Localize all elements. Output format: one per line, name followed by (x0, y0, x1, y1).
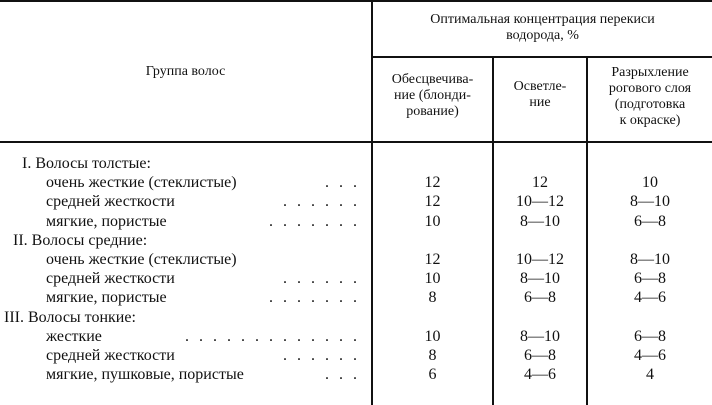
group-heading: I. Волосы толстые: (22, 155, 151, 172)
concentration-value: 8—10 (520, 270, 560, 288)
group-heading: II. Волосы средние: (13, 231, 148, 249)
top-rule (0, 0, 712, 2)
concentration-value: 4—6 (634, 289, 666, 307)
concentration-value: 12 (424, 193, 441, 211)
concentration-value: 8 (428, 347, 437, 364)
concentration-value: 12 (532, 174, 548, 192)
concentration-value: 8—10 (630, 193, 670, 211)
group-column-header: Группа волос (145, 64, 226, 79)
lightening-header-line: ние (529, 95, 551, 110)
concentration-value: 12 (424, 251, 441, 268)
leader-dots: . . . . . . . . . . . . . (185, 327, 360, 345)
table-row (0, 269, 712, 288)
table-row (0, 365, 712, 384)
concentration-value: 4—6 (634, 347, 666, 364)
concentration-value: 4—6 (524, 366, 556, 384)
concentration-value: 10 (642, 174, 658, 192)
bleaching-column-header (373, 72, 492, 120)
bleaching-header-line: Обесцвечива- (391, 72, 474, 87)
lightening-column-header (494, 79, 586, 111)
concentration-header (373, 12, 712, 44)
loosening-header-line: Разрыхление (611, 65, 689, 80)
table-row (0, 173, 712, 192)
concentration-value: 10 (424, 327, 441, 345)
table-row (0, 327, 712, 346)
leader-dots: . . . . . . . (269, 289, 360, 307)
subheader-rule (373, 56, 712, 58)
concentration-value: 10 (424, 212, 441, 230)
table-row (0, 192, 712, 211)
bleaching-header-line: рование) (406, 104, 459, 119)
table-row (0, 288, 712, 307)
hair-type-label: мягкие, пушковые, пористые (46, 366, 244, 384)
concentration-value: 10 (424, 270, 441, 288)
hair-type-label: очень жесткие (стеклистые) (46, 251, 237, 268)
hair-type-label: средней жесткости (46, 347, 175, 364)
hair-type-label: жесткие (46, 327, 102, 345)
concentration-value: 6—8 (634, 327, 666, 345)
loosening-header-line: (подготовка (614, 97, 686, 112)
hair-type-label: очень жесткие (стеклистые) (46, 174, 237, 192)
group-heading-row (0, 231, 712, 250)
concentration-value: 6—8 (524, 347, 556, 364)
leader-dots: . . . (325, 174, 360, 192)
leader-dots: . . . . . . (283, 193, 360, 211)
concentration-value: 6—8 (634, 212, 666, 230)
table-row (0, 212, 712, 231)
group-heading-row (0, 154, 712, 173)
concentration-value: 6 (428, 366, 437, 384)
concentration-value: 4 (646, 366, 654, 384)
leader-dots: . . . (325, 366, 360, 384)
lightening-header-line: Осветле- (513, 79, 567, 94)
concentration-value: 12 (424, 174, 441, 192)
header-rule (0, 141, 712, 143)
table-row (0, 250, 712, 269)
hair-type-label: средней жесткости (46, 193, 175, 211)
hair-type-label: мягкие, пористые (46, 212, 167, 230)
concentration-value: 10—12 (516, 193, 564, 211)
concentration-value: 8—10 (520, 327, 560, 345)
group-heading-row (0, 308, 712, 327)
leader-dots: . . . . . . (283, 270, 360, 288)
loosening-column-header (588, 65, 712, 129)
loosening-header-line: рогового слоя (608, 81, 692, 96)
hair-type-label: средней жесткости (46, 270, 175, 288)
concentration-value: 8—10 (520, 212, 560, 230)
concentration-value: 8—10 (630, 251, 670, 268)
hair-type-label: мягкие, пористые (46, 289, 167, 307)
concentration-header-line-2: водорода, % (506, 28, 579, 43)
concentration-value: 8 (428, 289, 437, 307)
concentration-header-line-1: Оптимальная концентрация перекиси (430, 12, 655, 27)
table-row (0, 346, 712, 365)
concentration-value: 6—8 (524, 289, 556, 307)
group-heading: III. Волосы тонкие: (4, 308, 136, 326)
loosening-header-line: к окраске) (619, 113, 681, 128)
concentration-value: 6—8 (634, 270, 666, 288)
concentration-value: 10—12 (516, 251, 564, 268)
leader-dots: . . . . . . . (269, 212, 360, 230)
leader-dots: . . . . . . (283, 347, 360, 364)
bleaching-header-line: ние (блонди- (394, 88, 471, 103)
